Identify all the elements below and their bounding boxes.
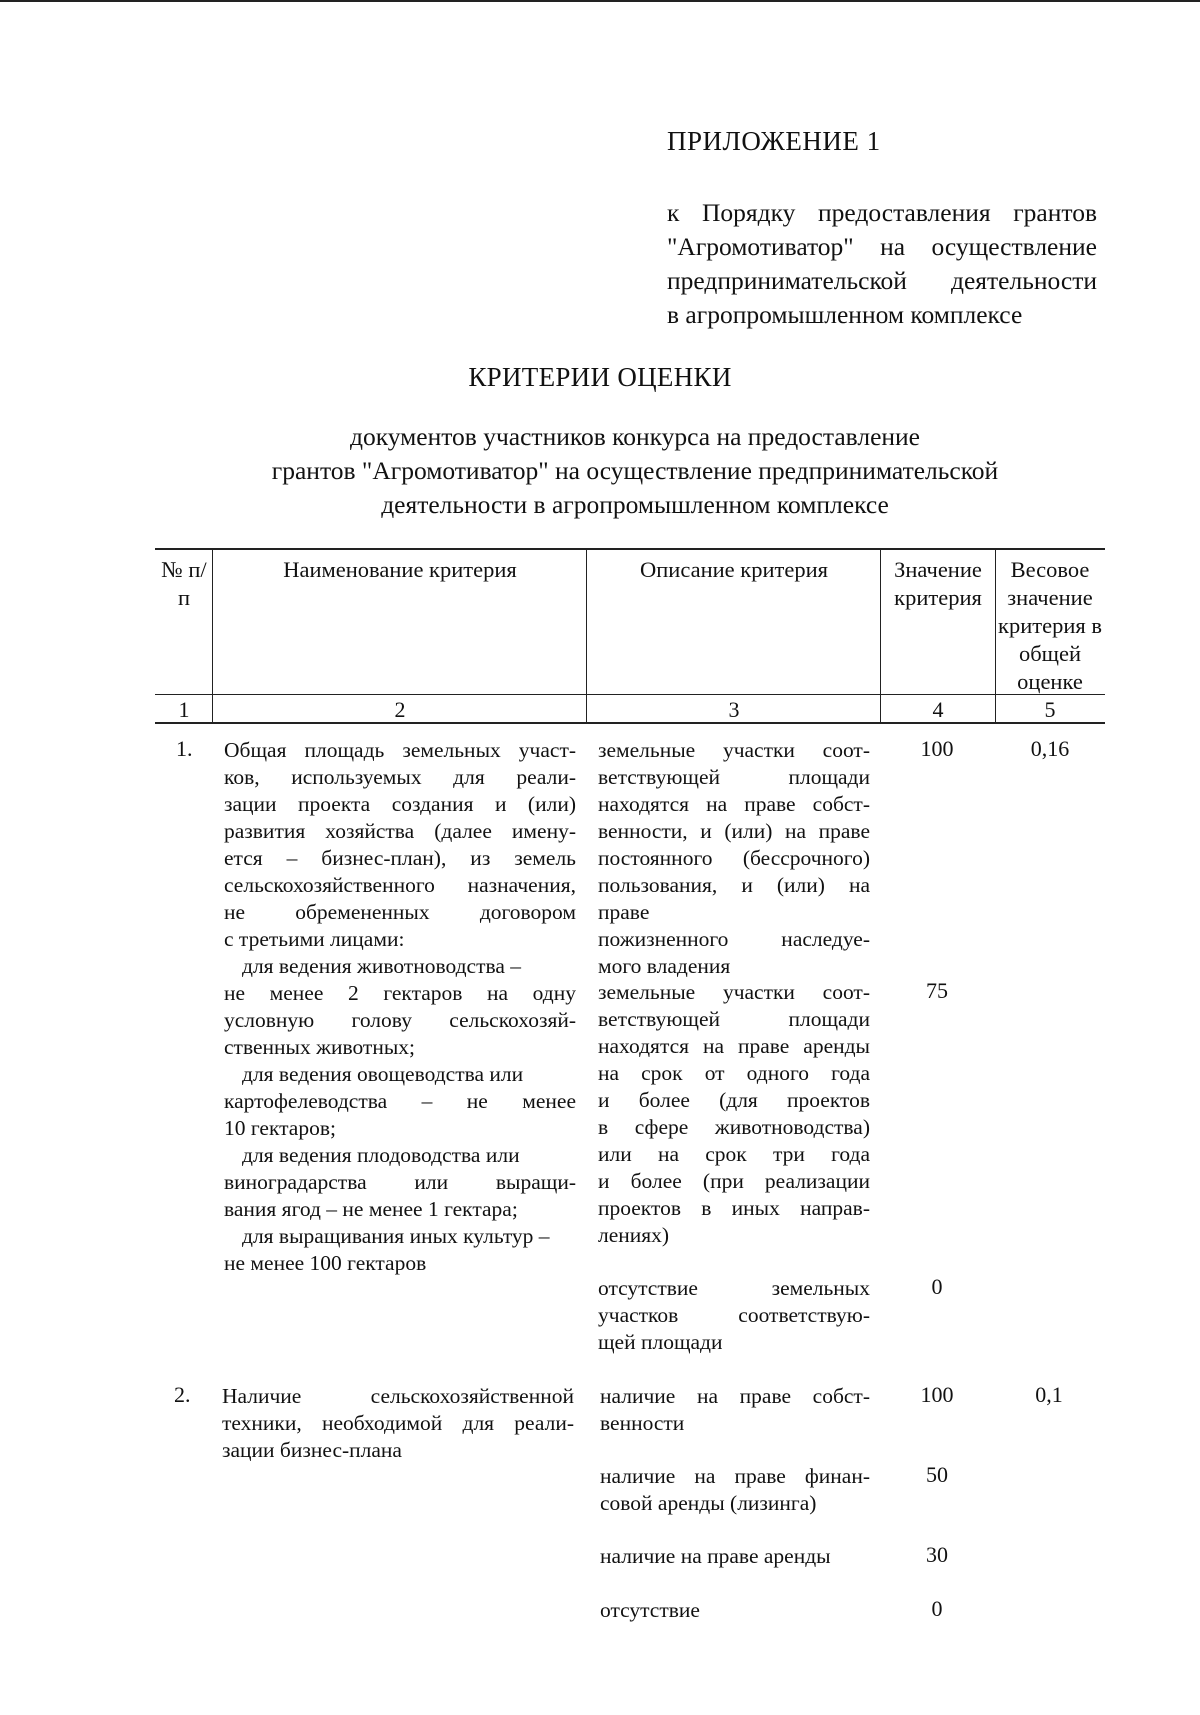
criterion-name-line: для ведения плодоводства или [242, 1143, 520, 1167]
table-column-divider [212, 549, 213, 723]
criterion-name-line: Наличие сельскохозяйственной [222, 1384, 574, 1408]
criterion-name-line: ственных животных; [224, 1035, 415, 1059]
column-number: 2 [394, 697, 406, 722]
criterion-name-line: техники, необходимой для реали- [222, 1411, 574, 1435]
table-header-divider [155, 694, 1105, 695]
description-line: и более (для проектов [598, 1088, 870, 1112]
criterion-value: 0 [931, 1596, 943, 1621]
table-column-divider [880, 549, 881, 723]
row-number: 2. [174, 1382, 191, 1407]
criterion-name-line: развития хозяйства (далее имену- [224, 819, 576, 843]
description-line: щей площади [598, 1330, 723, 1354]
table-column-divider [586, 549, 587, 723]
criterion-name-line: условную голову сельскохозяй- [224, 1008, 576, 1032]
criterion-name-line: ков, используемых для реали- [224, 765, 576, 789]
criterion-name-line: не менее 100 гектаров [224, 1251, 427, 1275]
criterion-weight: 0,16 [1030, 736, 1070, 761]
table-top-border [155, 548, 1105, 550]
criterion-option-description [598, 1275, 870, 1356]
description-line: находятся на праве собст- [598, 792, 870, 816]
description-line: или на срок три года [598, 1142, 870, 1166]
description-line: пользования, и (или) на праве [598, 873, 870, 924]
table-column-divider [995, 549, 996, 723]
column-number: 4 [932, 697, 944, 722]
criterion-option-description [600, 1383, 870, 1437]
column-number: 3 [728, 697, 740, 722]
document-subtitle-line: грантов "Агромотиватор" на осуществление предпринимательской [271, 456, 999, 485]
column-header-name: Наименование критерия [283, 557, 517, 582]
annex-reference-line: в агропромышленном комплексе [667, 300, 1023, 329]
annex-title: ПРИЛОЖЕНИЕ 1 [667, 126, 881, 156]
criterion-option-description [598, 737, 870, 980]
criterion-value: 100 [920, 736, 954, 761]
description-line: наличие на праве аренды [600, 1544, 831, 1568]
criterion-option-description [600, 1543, 870, 1570]
description-line: ветствующей площади [598, 1007, 870, 1031]
description-line: ветствующей площади [598, 765, 870, 789]
column-header-weight: Весовое значение критерия в общей оценке [998, 557, 1102, 694]
criterion-name-line: для выращивания иных культур – [242, 1224, 550, 1248]
criterion-name-line: картофелеводства – не менее [224, 1089, 576, 1113]
column-number: 1 [178, 697, 190, 722]
criterion-weight: 0,1 [1035, 1382, 1063, 1407]
criterion-name-line: сельскохозяйственного назначения, [224, 873, 576, 897]
criterion-value: 0 [931, 1274, 943, 1299]
description-line: отсутствие [600, 1598, 700, 1622]
document-subtitle [160, 420, 1110, 522]
column-header-description: Описание критерия [640, 557, 828, 582]
criterion-name-line: для ведения овощеводства или [242, 1062, 524, 1086]
criterion-name-line: виноградарства или выращи- [224, 1170, 576, 1194]
criterion-name-line: зации проекта создания и (или) [224, 792, 576, 816]
description-line: проектов в иных направ- [598, 1196, 870, 1220]
row-number: 1. [176, 736, 193, 761]
annex-reference-line: предпринимательской деятельности [667, 266, 1097, 295]
annex-reference [667, 196, 1097, 332]
description-line: в сфере животноводства) [598, 1115, 870, 1139]
criterion-value: 30 [926, 1542, 948, 1567]
criterion-name [224, 737, 576, 1277]
document-subtitle-line: документов участников конкурса на предоставление [349, 422, 920, 451]
criterion-name-line: вания ягод – не менее 1 гектара; [224, 1197, 518, 1221]
criterion-name-line: не обремененных договором [224, 900, 576, 924]
document-title: КРИТЕРИИ ОЦЕНКИ [468, 362, 732, 392]
criterion-name-line: с третьими лицами: [224, 927, 405, 951]
description-line: совой аренды (лизинга) [600, 1491, 817, 1515]
criterion-value: 50 [926, 1462, 948, 1487]
criterion-name-line: ется – бизнес-план), из земель [224, 846, 576, 870]
criterion-option-description [600, 1597, 870, 1624]
column-header-value: Значение критерия [894, 557, 982, 610]
description-line: находятся на праве аренды [598, 1034, 870, 1058]
description-line: участков соответствую- [598, 1303, 870, 1327]
description-line: на срок от одного года [598, 1061, 870, 1085]
column-header-number: № п/п [161, 557, 207, 610]
criterion-option-description [598, 979, 870, 1249]
criterion-name-line: 10 гектаров; [224, 1116, 336, 1140]
criterion-name-line: Общая площадь земельных участ- [224, 738, 576, 762]
criterion-value: 75 [926, 978, 948, 1003]
criterion-name-line: для ведения животноводства – [242, 954, 522, 978]
description-line: наличие на праве собст- [600, 1384, 870, 1408]
annex-reference-line: "Агромотиватор" на осуществление [667, 232, 1097, 261]
criterion-name-line: зации бизнес-плана [222, 1438, 402, 1462]
description-line: мого владения [598, 954, 731, 978]
description-line: венности [600, 1411, 685, 1435]
description-line: земельные участки соот- [598, 738, 870, 762]
description-line: лениях) [598, 1223, 670, 1247]
description-line: постоянного (бессрочного) [598, 846, 870, 870]
description-line: наличие на праве финан- [600, 1464, 870, 1488]
description-line: и более (при реализации [598, 1169, 870, 1193]
description-line: отсутствие земельных [598, 1276, 870, 1300]
criterion-name-line: не менее 2 гектаров на одну [224, 981, 576, 1005]
document-subtitle-line: деятельности в агропромышленном комплексе [381, 490, 889, 519]
annex-reference-line: к Порядку предоставления грантов [667, 198, 1097, 227]
description-line: венности, и (или) на праве [598, 819, 870, 843]
criterion-value: 100 [920, 1382, 954, 1407]
criterion-option-description [600, 1463, 870, 1517]
description-line: земельные участки соот- [598, 980, 870, 1004]
description-line: пожизненного наследуе- [598, 927, 870, 951]
column-number: 5 [1044, 697, 1056, 722]
criterion-name [222, 1383, 574, 1464]
page-top-edge [0, 0, 1200, 2]
